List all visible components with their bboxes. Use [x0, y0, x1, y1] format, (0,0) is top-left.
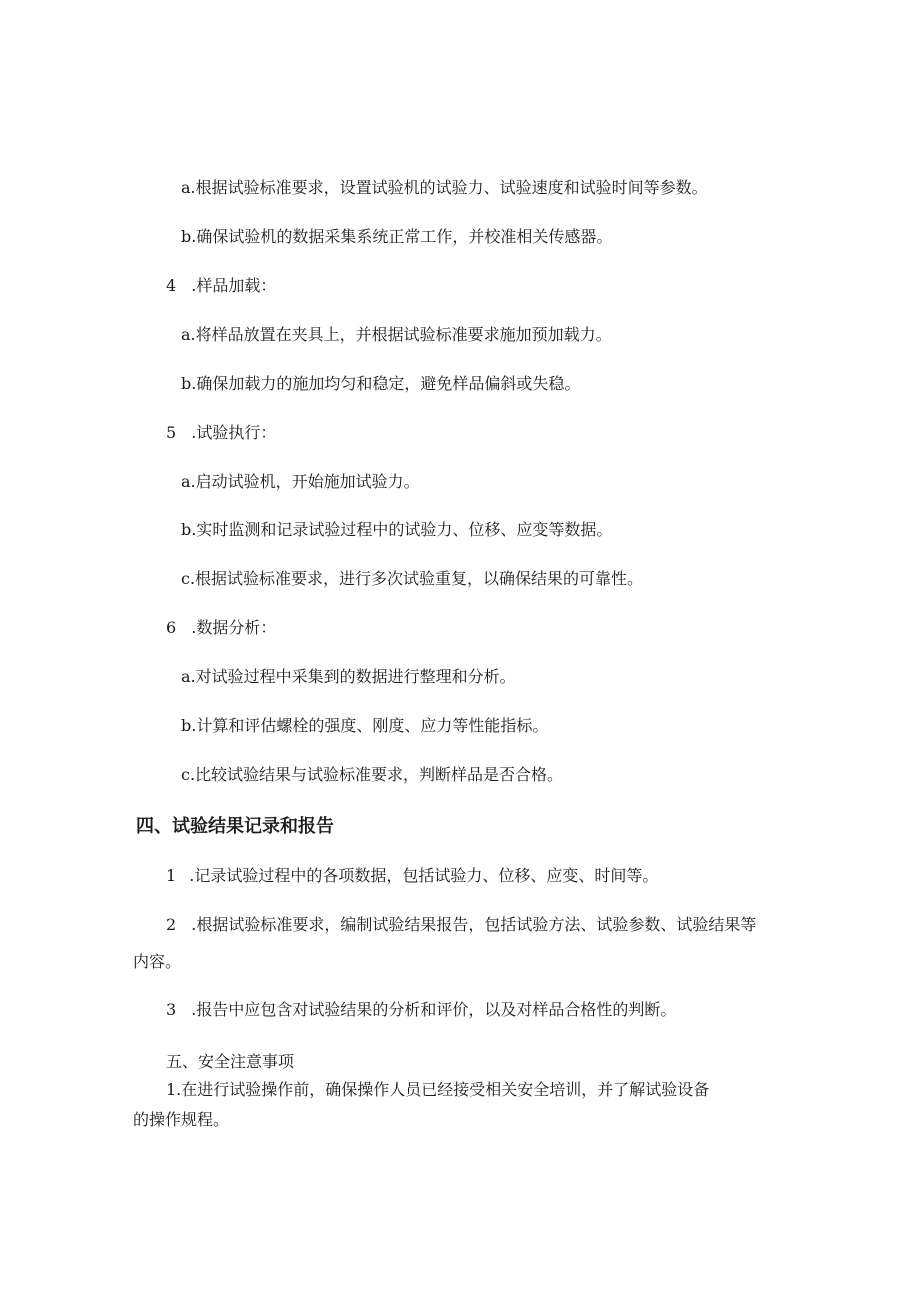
- step5-heading: [166, 423, 276, 443]
- step4-item-b: b.确保加载力的施加均匀和稳定，避免样品偏斜或失稳。: [181, 374, 581, 393]
- step5-number: 5: [166, 423, 177, 442]
- section4-item-3-text: .报告中应包含对试验结果的分析和评价，以及对样品合格性的判断。: [191, 1000, 677, 1019]
- step4-number: 4: [166, 276, 177, 295]
- step5-item-c: c.根据试验标准要求，进行多次试验重复，以确保结果的可靠性。: [181, 569, 644, 588]
- section5-item-1: 1.在进行试验操作前，确保操作人员已经接受相关安全培训，并了解试验设备: [166, 1080, 710, 1099]
- step6-heading: [166, 618, 276, 638]
- step6-number: 6: [166, 618, 177, 637]
- section4-item-1-text: .记录试验过程中的各项数据，包括试验力、位移、应变、时间等。: [189, 866, 659, 885]
- step4-item-a: a.将样品放置在夹具上，并根据试验标准要求施加预加载力。: [181, 325, 612, 344]
- section4-item-2-continuation: 内容。: [133, 952, 182, 971]
- step5-item-b: b.实时监测和记录试验过程中的试验力、位移、应变等数据。: [181, 520, 613, 539]
- step3-item-a: a.根据试验标准要求，设置试验机的试验力、试验速度和试验时间等参数。: [181, 178, 708, 197]
- section4-item-1: [166, 866, 658, 886]
- section4-item-1-number: 1: [166, 866, 177, 885]
- step6-title: .数据分析：: [191, 618, 277, 637]
- section4-item-2-text: .根据试验标准要求，编制试验结果报告，包括试验方法、试验参数、试验结果等: [191, 915, 757, 934]
- step6-item-a: a.对试验过程中采集到的数据进行整理和分析。: [181, 667, 516, 686]
- section4-item-2-number: 2: [166, 915, 177, 934]
- step6-item-b: b.计算和评估螺栓的强度、刚度、应力等性能指标。: [181, 716, 549, 735]
- step4-title: .样品加载：: [191, 276, 277, 295]
- section5-item-1-continuation: 的操作规程。: [133, 1110, 230, 1129]
- step4-heading: [166, 276, 276, 296]
- step5-title: .试验执行：: [191, 423, 277, 442]
- section4-item-3-number: 3: [166, 1000, 177, 1019]
- section4-heading: 四、试验结果记录和报告: [136, 816, 334, 837]
- step5-item-a: a.启动试验机，开始施加试验力。: [181, 472, 420, 491]
- step3-item-b: b.确保试验机的数据采集系统正常工作，并校准相关传感器。: [181, 227, 613, 246]
- section4-item-3: [166, 1000, 676, 1020]
- section4-item-2: [166, 915, 756, 935]
- step6-item-c: c.比较试验结果与试验标准要求，判断样品是否合格。: [181, 765, 564, 784]
- section5-heading: 五、安全注意事项: [166, 1052, 295, 1071]
